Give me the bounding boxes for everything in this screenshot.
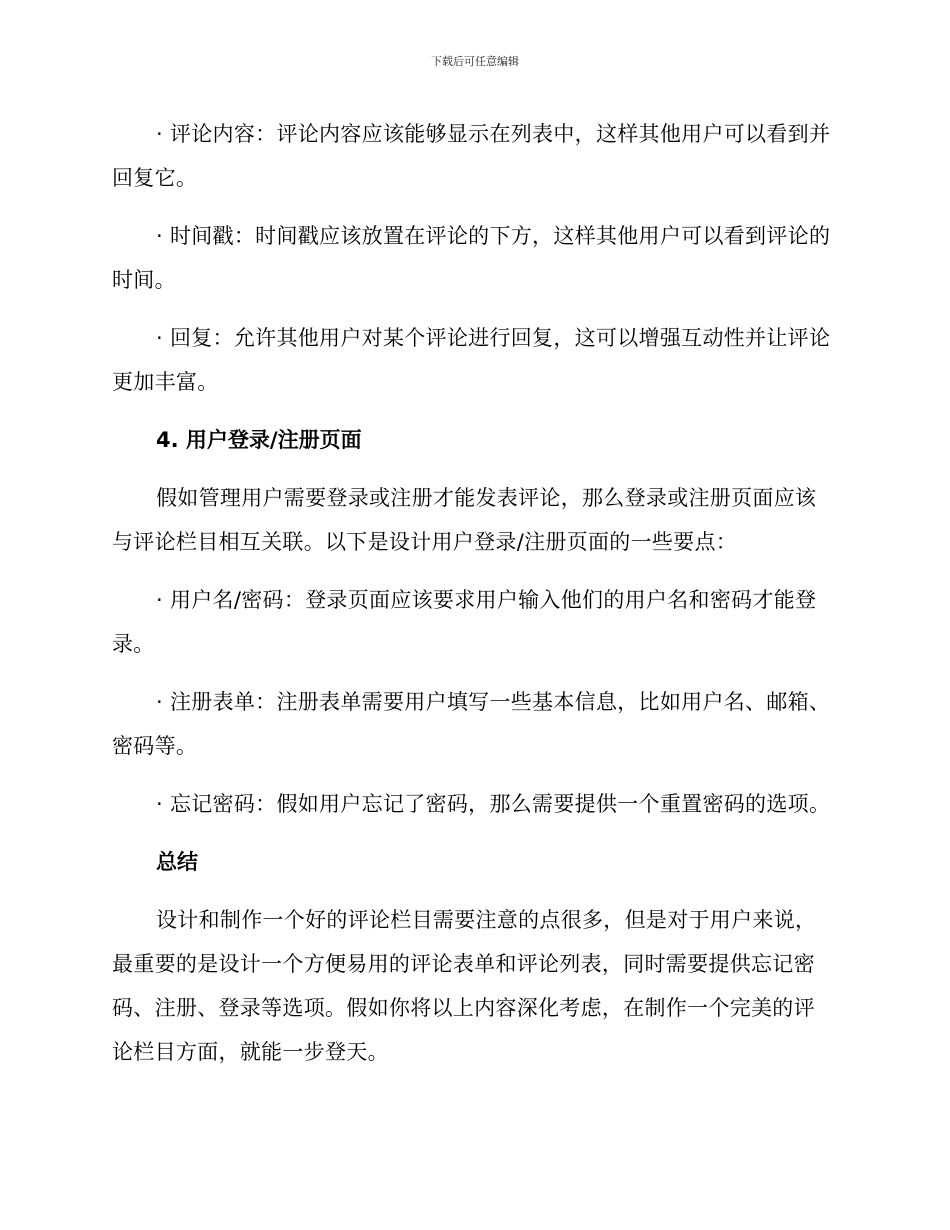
page-header-note: 下载后可任意编辑 <box>431 55 519 68</box>
paragraph-summary: 设计和制作一个好的评论栏目需要注意的点很多，但是对于用户来说，最重要的是设计一个方便易用的评论表单和评论列表，同时需要提供忘记密码、注册、登录等选项。假如你将以上内容深化考虑，在制作一个完美的评论栏目方面，就能一步登天。 <box>112 908 817 1064</box>
bullet-username-password: · 用户名/密码：登录页面应该要求用户输入他们的用户名和密码才能登录。 <box>112 588 817 656</box>
bullet-comment-content: · 评论内容：评论内容应该能够显示在列表中，这样其他用户可以看到并回复它。 <box>112 122 831 190</box>
bullet-forgot-password: · 忘记密码：假如用户忘记了密码，那么需要提供一个重置密码的选项。 <box>156 792 831 816</box>
section-heading-summary: 总结 <box>156 850 198 874</box>
bullet-register-form: · 注册表单：注册表单需要用户填写一些基本信息，比如用户名、邮箱、密码等。 <box>112 690 831 758</box>
bullet-timestamp: · 时间戳：时间戳应该放置在评论的下方，这样其他用户可以看到评论的时间。 <box>112 224 831 292</box>
document-body <box>112 112 834 1074</box>
bullet-reply: · 回复：允许其他用户对某个评论进行回复，这可以增强互动性并让评论更加丰富。 <box>112 326 831 394</box>
section-heading-login: 4. 用户登录/注册页面 <box>156 428 362 452</box>
paragraph-login-intro: 假如管理用户需要登录或注册才能发表评论，那么登录或注册页面应该与评论栏目相互关联。以下是设计用户登录/注册页面的一些要点： <box>112 486 817 554</box>
